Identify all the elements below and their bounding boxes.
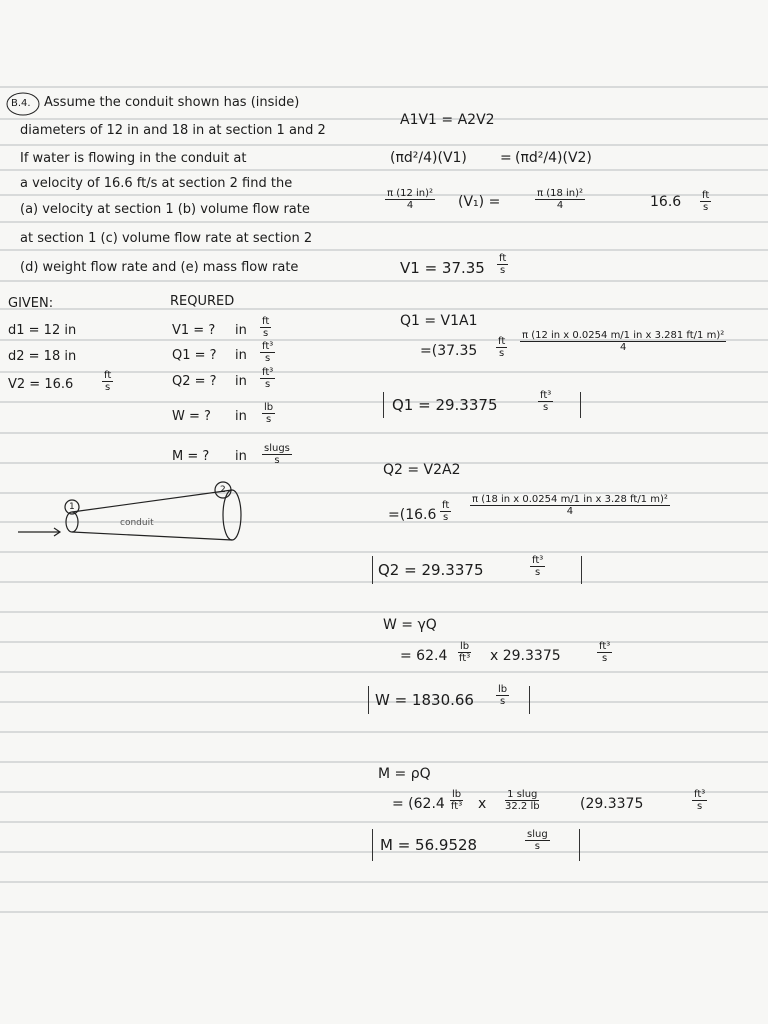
v1-result-unit <box>497 253 508 276</box>
q2-area-frac <box>470 494 670 517</box>
problem-line-6: at section 1 (c) volume flow rate at section 2 <box>20 231 313 246</box>
m-result-unit-num: slug <box>527 829 548 840</box>
eq2-left-den: 4 <box>406 200 414 211</box>
w-calc-unit-num: lb <box>460 641 470 652</box>
required-m-unit-num: slugs <box>264 443 290 454</box>
w-def: W = γQ <box>383 617 437 633</box>
m-conv-num: 1 slug <box>507 789 538 800</box>
required-w: W = ? <box>172 409 211 424</box>
m-calc-b: x <box>478 796 487 812</box>
required-m-in: in <box>235 449 247 464</box>
q2-area-num: π (18 in x 0.0254 m/1 in x 3.28 ft/1 m)² <box>472 494 668 505</box>
required-w-in: in <box>235 409 247 424</box>
w-calc-unit-den: ft³ <box>458 653 471 664</box>
required-v1-in: in <box>235 323 247 338</box>
q2-def: Q2 = V2A2 <box>383 462 461 478</box>
q2-val-unit-num: ft <box>442 500 450 511</box>
required-v1-unit-den: s <box>263 328 269 339</box>
q1-area-den: 4 <box>619 342 627 353</box>
required-q1: Q1 = ? <box>172 348 217 363</box>
q1-val-unit <box>496 336 507 359</box>
q1-result-unit-num: ft³ <box>540 390 552 401</box>
w-result: W = 1830.66 <box>375 691 474 709</box>
problem-line-5: (a) velocity at section 1 (b) volume flow rate <box>20 202 310 217</box>
m-calc-c-unit-den: s <box>697 801 703 812</box>
q1-result: Q1 = 29.3375 <box>392 396 498 414</box>
q2-result-unit-num: ft³ <box>532 555 544 566</box>
required-w-unit-den: s <box>265 414 272 425</box>
q1-val-unit-den: s <box>499 348 505 359</box>
given-v2-unit-den: s <box>105 382 111 393</box>
w-calc-unit <box>458 641 471 664</box>
q2-val-unit <box>440 500 451 523</box>
q1-val: =(37.35 <box>420 343 478 359</box>
eq2-v2: 16.6 <box>650 194 682 210</box>
m-calc-unit <box>450 789 463 812</box>
q1-def: Q1 = V1A1 <box>400 313 478 329</box>
eq2-right-den: 4 <box>556 200 564 211</box>
q2-result-unit <box>530 555 545 578</box>
given-v2-unit-num: ft <box>104 370 112 381</box>
problem-line-1: Assume the conduit shown has (inside) <box>44 95 300 110</box>
q1-area-frac <box>520 330 726 353</box>
required-q1-unit-num: ft³ <box>262 341 274 352</box>
m-result-unit <box>525 829 550 852</box>
m-calc-unit-num: lb <box>452 789 462 800</box>
given-d1: d1 = 12 in <box>8 323 77 338</box>
eq2-v2-unit-den: s <box>703 202 709 213</box>
eq1-equals: = <box>500 150 512 166</box>
q1-val-unit-num: ft <box>498 336 506 347</box>
eq2-left-frac <box>385 188 435 211</box>
problem-number: B.4. <box>11 98 31 109</box>
required-title: REQURED <box>170 294 235 309</box>
sketch-pipe-text: conduit <box>120 518 154 528</box>
required-q2-unit-den: s <box>265 379 271 390</box>
problem-line-3: If water is flowing in the conduit at <box>20 151 247 166</box>
q2-result: Q2 = 29.3375 <box>378 561 484 579</box>
required-v1-unit-num: ft <box>262 316 270 327</box>
required-w-unit-num: lb <box>264 402 274 413</box>
required-m: M = ? <box>172 449 210 464</box>
eq1-right: (πd²/4)(V2) <box>515 150 592 166</box>
given-title: GIVEN: <box>8 296 54 311</box>
w-result-unit-den: s <box>499 696 506 707</box>
w-calc-b-unit-num: ft³ <box>599 641 611 652</box>
w-calc-b-unit-den: s <box>602 653 608 664</box>
given-v2: V2 = 16.6 <box>8 377 74 392</box>
eq1-left: (πd²/4)(V1) <box>390 150 467 166</box>
q1-area-num: π (12 in x 0.0254 m/1 in x 3.281 ft/1 m)² <box>522 330 725 341</box>
m-calc-c-unit <box>692 789 707 812</box>
m-calc-unit-den: ft³ <box>450 801 463 812</box>
problem-line-4: a velocity of 16.6 ft/s at section 2 find the <box>20 176 293 191</box>
q2-area-den: 4 <box>566 506 574 517</box>
continuity-eq: A1V1 = A2V2 <box>400 112 495 128</box>
m-calc-c-unit-num: ft³ <box>694 789 706 800</box>
eq2-v2-unit-num: ft <box>702 190 710 201</box>
w-result-unit <box>496 684 509 707</box>
required-q1-unit-den: s <box>265 353 271 364</box>
q2-val: =(16.6 <box>388 507 437 523</box>
q2-result-unit-den: s <box>535 567 541 578</box>
m-result: M = 56.9528 <box>380 836 478 854</box>
eq2-v2-unit <box>700 190 711 213</box>
required-v1: V1 = ? <box>172 323 216 338</box>
m-calc-c: (29.3375 <box>580 796 644 812</box>
sketch-label-2: 2 <box>220 485 226 495</box>
required-q2: Q2 = ? <box>172 374 217 389</box>
q1-result-unit <box>538 390 553 413</box>
v1-result: V1 = 37.35 <box>400 259 485 277</box>
eq2-left-num: π (12 in)² <box>387 188 434 199</box>
q1-result-unit-den: s <box>543 402 549 413</box>
m-conv-den: 32.2 lb <box>505 801 540 812</box>
required-q1-in: in <box>235 348 247 363</box>
required-m-unit-den: s <box>274 455 280 466</box>
w-calc-b-unit <box>597 641 612 664</box>
m-calc-a: = (62.4 <box>392 796 445 812</box>
m-result-unit-den: s <box>534 841 540 852</box>
sketch-label-1: 1 <box>69 502 75 512</box>
w-calc-b: x 29.3375 <box>490 648 561 664</box>
q1-val-num: 37.35 <box>437 343 478 359</box>
required-q2-unit-num: ft³ <box>262 367 274 378</box>
q2-val-unit-den: s <box>443 512 449 523</box>
problem-line-7: (d) weight flow rate and (e) mass flow rate <box>20 260 299 275</box>
eq2-v1: (V₁) = <box>458 194 501 210</box>
eq2-right-frac <box>535 188 585 211</box>
v1-result-unit-den: s <box>500 265 506 276</box>
v1-result-unit-num: ft <box>499 253 507 264</box>
given-d2: d2 = 18 in <box>8 349 77 364</box>
w-calc-a: = 62.4 <box>400 648 448 664</box>
q2-val-num: 16.6 <box>405 507 437 523</box>
required-q2-in: in <box>235 374 247 389</box>
problem-line-2: diameters of 12 in and 18 in at section 1 and 2 <box>20 123 326 138</box>
w-result-unit-num: lb <box>498 684 508 695</box>
eq2-right-num: π (18 in)² <box>537 188 584 199</box>
m-def: M = ρQ <box>378 766 431 782</box>
m-conv-frac <box>505 789 540 812</box>
